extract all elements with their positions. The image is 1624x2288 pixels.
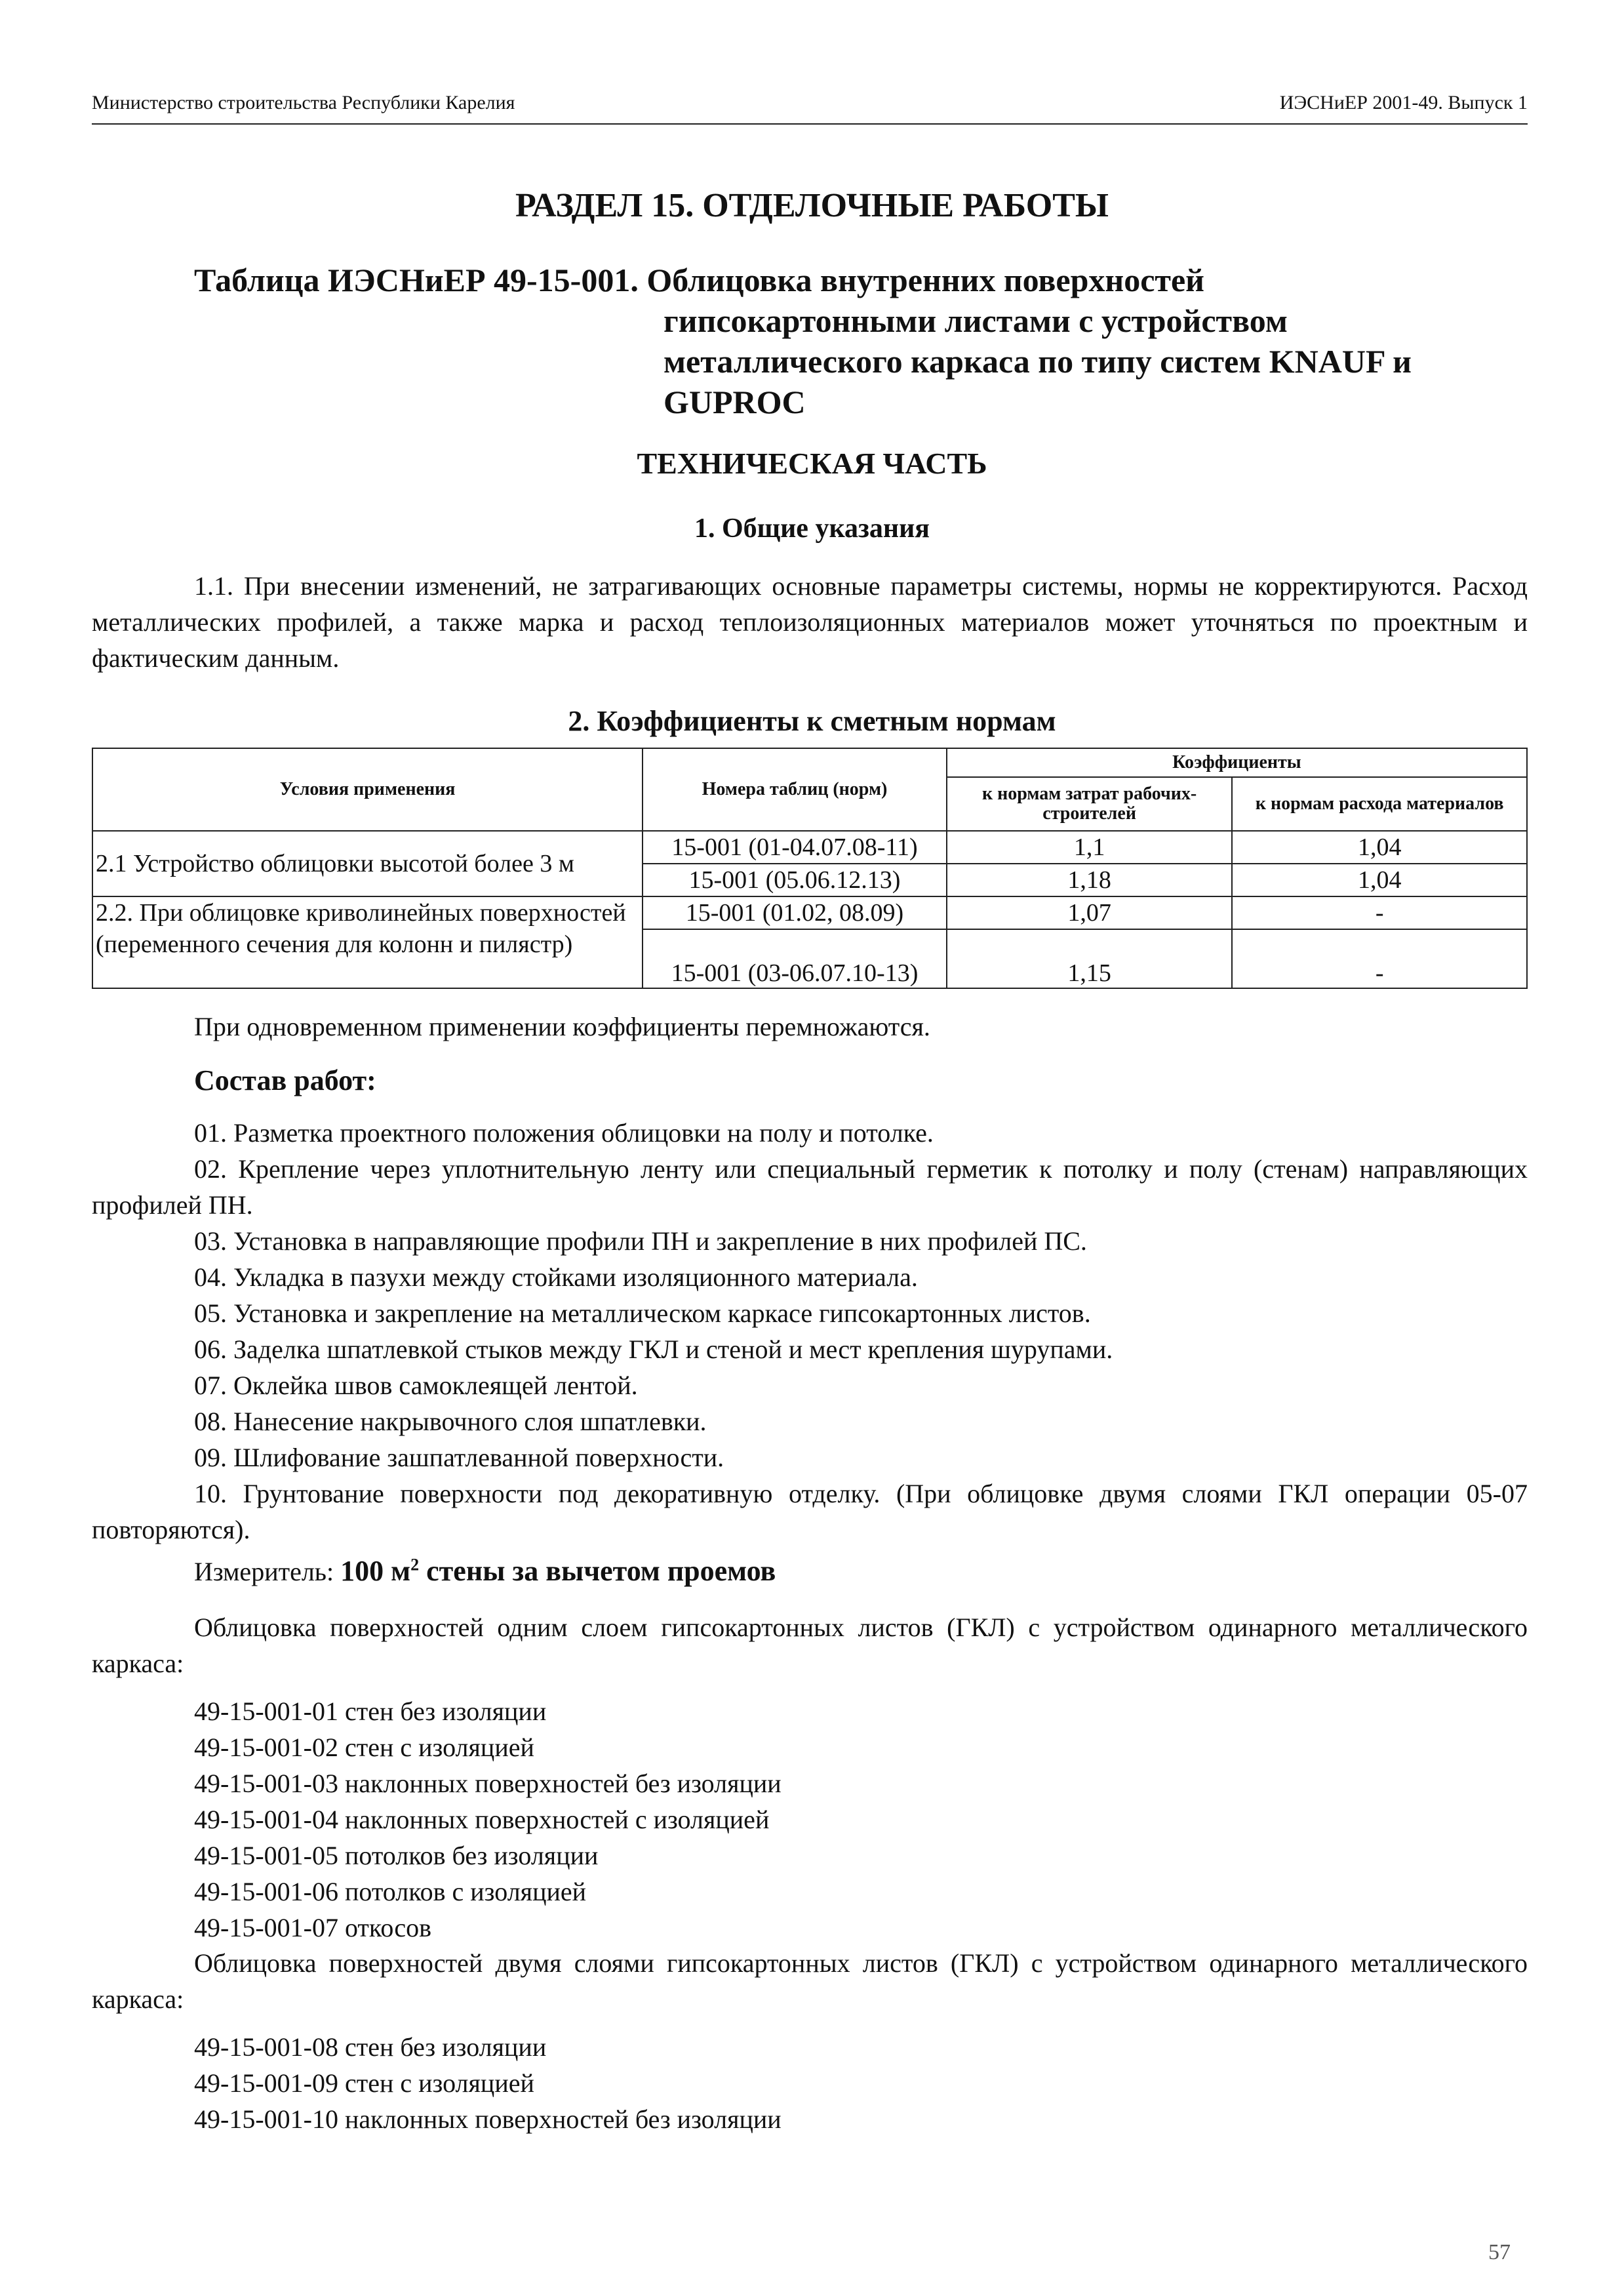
list-item: 49-15-001-05 потолков без изоляции — [194, 1841, 599, 1870]
measure-value — [340, 1555, 776, 1587]
table-row — [92, 748, 1527, 777]
list-item: 49-15-001-02 стен с изоляцией — [194, 1733, 534, 1762]
cell-materials: - — [1232, 896, 1527, 929]
col-labor: к нормам затрат рабочих-строителей — [947, 777, 1233, 831]
measure-sup: 2 — [410, 1555, 420, 1575]
desc-two-layers: Облицовка поверхностей двумя слоями гипсокартонных листов (ГКЛ) с устройством одинарного металлического каркаса: — [92, 1948, 1528, 2014]
list-item: 07. Оклейка швов самоклеящей лентой. — [194, 1371, 638, 1400]
list-item: 49-15-001-04 наклонных поверхностей с изоляцией — [194, 1805, 770, 1834]
table-row — [92, 831, 1527, 864]
cell-labor: 1,07 — [947, 896, 1233, 929]
header-left: Министерство строительства Республики Карелия — [92, 92, 515, 113]
list-item: 49-15-001-07 откосов — [194, 1913, 431, 1942]
cell-tables: 15-001 (03-06.07.10-13) — [643, 929, 947, 988]
codes-two-layers — [194, 2029, 782, 2137]
list-item: 10. Грунтование поверхности под декоративную отделку. (При облицовке двумя слоями ГКЛ операции 05-07 повторяются). — [92, 1479, 1528, 1544]
list-item: 02. Крепление через уплотнительную ленту или специальный герметик к потолку и полу (стенам) направляющих профилей ПН. — [92, 1154, 1528, 1220]
desc-one-layer: Облицовка поверхностей одним слоем гипсокартонных листов (ГКЛ) с устройством одинарного металлического каркаса: — [92, 1613, 1528, 1678]
header-right: ИЭСНиЕР 2001-49. Выпуск 1 — [1279, 92, 1528, 113]
col-coef: Коэффициенты — [947, 748, 1527, 777]
col-tables: Номера таблиц (норм) — [643, 748, 947, 831]
list-item: 05. Установка и закрепление на металлическом каркасе гипсокартонных листов. — [194, 1298, 1091, 1328]
list-item: 08. Нанесение накрывочного слоя шпатлевки. — [194, 1407, 707, 1436]
cell-labor: 1,18 — [947, 864, 1233, 896]
list-item: 49-15-001-06 потолков с изоляцией — [194, 1877, 587, 1906]
list-item: 04. Укладка в пазухи между стойками изоляционного материала. — [194, 1262, 918, 1292]
works-heading: Состав работ: — [194, 1064, 376, 1096]
cell-tables: 15-001 (05.06.12.13) — [643, 864, 947, 896]
list-item: 49-15-001-09 стен с изоляцией — [194, 2068, 534, 2098]
works-list — [92, 1115, 1528, 1548]
table-title-line-1: Таблица ИЭСНиЕР 49-15-001. Облицовка внутренних поверхностей — [194, 262, 1204, 298]
tech-part-heading: ТЕХНИЧЕСКАЯ ЧАСТЬ — [637, 447, 987, 480]
table-title-line-4: GUPROC — [663, 384, 806, 420]
table-row — [92, 896, 1527, 929]
list-item: 06. Заделка шпатлевкой стыков между ГКЛ и стеной и мест крепления шурупами. — [194, 1335, 1113, 1364]
coef-heading: 2. Коэффициенты к сметным нормам — [568, 705, 1056, 737]
list-item: 49-15-001-08 стен без изоляции — [194, 2032, 547, 2062]
list-item: 49-15-001-03 наклонных поверхностей без изоляции — [194, 1769, 782, 1798]
general-text: 1.1. При внесении изменений, не затрагивающих основные параметры системы, нормы не корректируются. Расход металлических профилей, а также марка и расход теплоизоляционных материалов может уточняться по проектным и фактическим данным. — [92, 571, 1528, 673]
table-title — [194, 260, 1412, 422]
page-number: 57 — [1488, 2240, 1511, 2264]
col-materials: к нормам расхода материалов — [1232, 777, 1527, 831]
table-title-line-2: гипсокартонными листами с устройством — [663, 302, 1288, 339]
cell-materials: - — [1232, 929, 1527, 988]
list-item: 01. Разметка проектного положения облицовки на полу и потолке. — [194, 1118, 934, 1148]
measure-value-text: 100 м — [340, 1555, 411, 1587]
measure-line — [194, 1554, 776, 1588]
list-item: 49-15-001-10 наклонных поверхностей без изоляции — [194, 2104, 782, 2134]
cell-cond: 2.1 Устройство облицовки высотой более 3 м — [92, 831, 643, 896]
list-item: 09. Шлифование зашпатлеванной поверхности. — [194, 1443, 724, 1472]
col-conditions: Условия применения — [92, 748, 643, 831]
coef-table — [92, 748, 1528, 989]
cell-materials: 1,04 — [1232, 864, 1527, 896]
header-rule — [92, 123, 1528, 125]
list-item: 49-15-001-01 стен без изоляции — [194, 1696, 547, 1726]
cell-materials: 1,04 — [1232, 831, 1527, 864]
measure-label: Измеритель: — [194, 1557, 334, 1586]
cell-labor: 1,15 — [947, 929, 1233, 988]
list-item: 03. Установка в направляющие профили ПН и закрепление в них профилей ПС. — [194, 1226, 1087, 1256]
codes-one-layer — [194, 1693, 782, 1946]
cell-labor: 1,1 — [947, 831, 1233, 864]
note: При одновременном применении коэффициенты перемножаются. — [194, 1012, 930, 1041]
section-title: РАЗДЕЛ 15. ОТДЕЛОЧНЫЕ РАБОТЫ — [515, 187, 1109, 224]
measure-rest: стены за вычетом проемов — [426, 1555, 776, 1587]
cell-tables: 15-001 (01-04.07.08-11) — [643, 831, 947, 864]
table-title-line-3: металлического каркаса по типу систем KNAUF и — [663, 343, 1412, 380]
general-heading: 1. Общие указания — [694, 513, 930, 544]
cell-tables: 15-001 (01.02, 08.09) — [643, 896, 947, 929]
cell-cond: 2.2. При облицовке криволинейных поверхностей (переменного сечения для колонн и пилястр) — [92, 896, 643, 988]
